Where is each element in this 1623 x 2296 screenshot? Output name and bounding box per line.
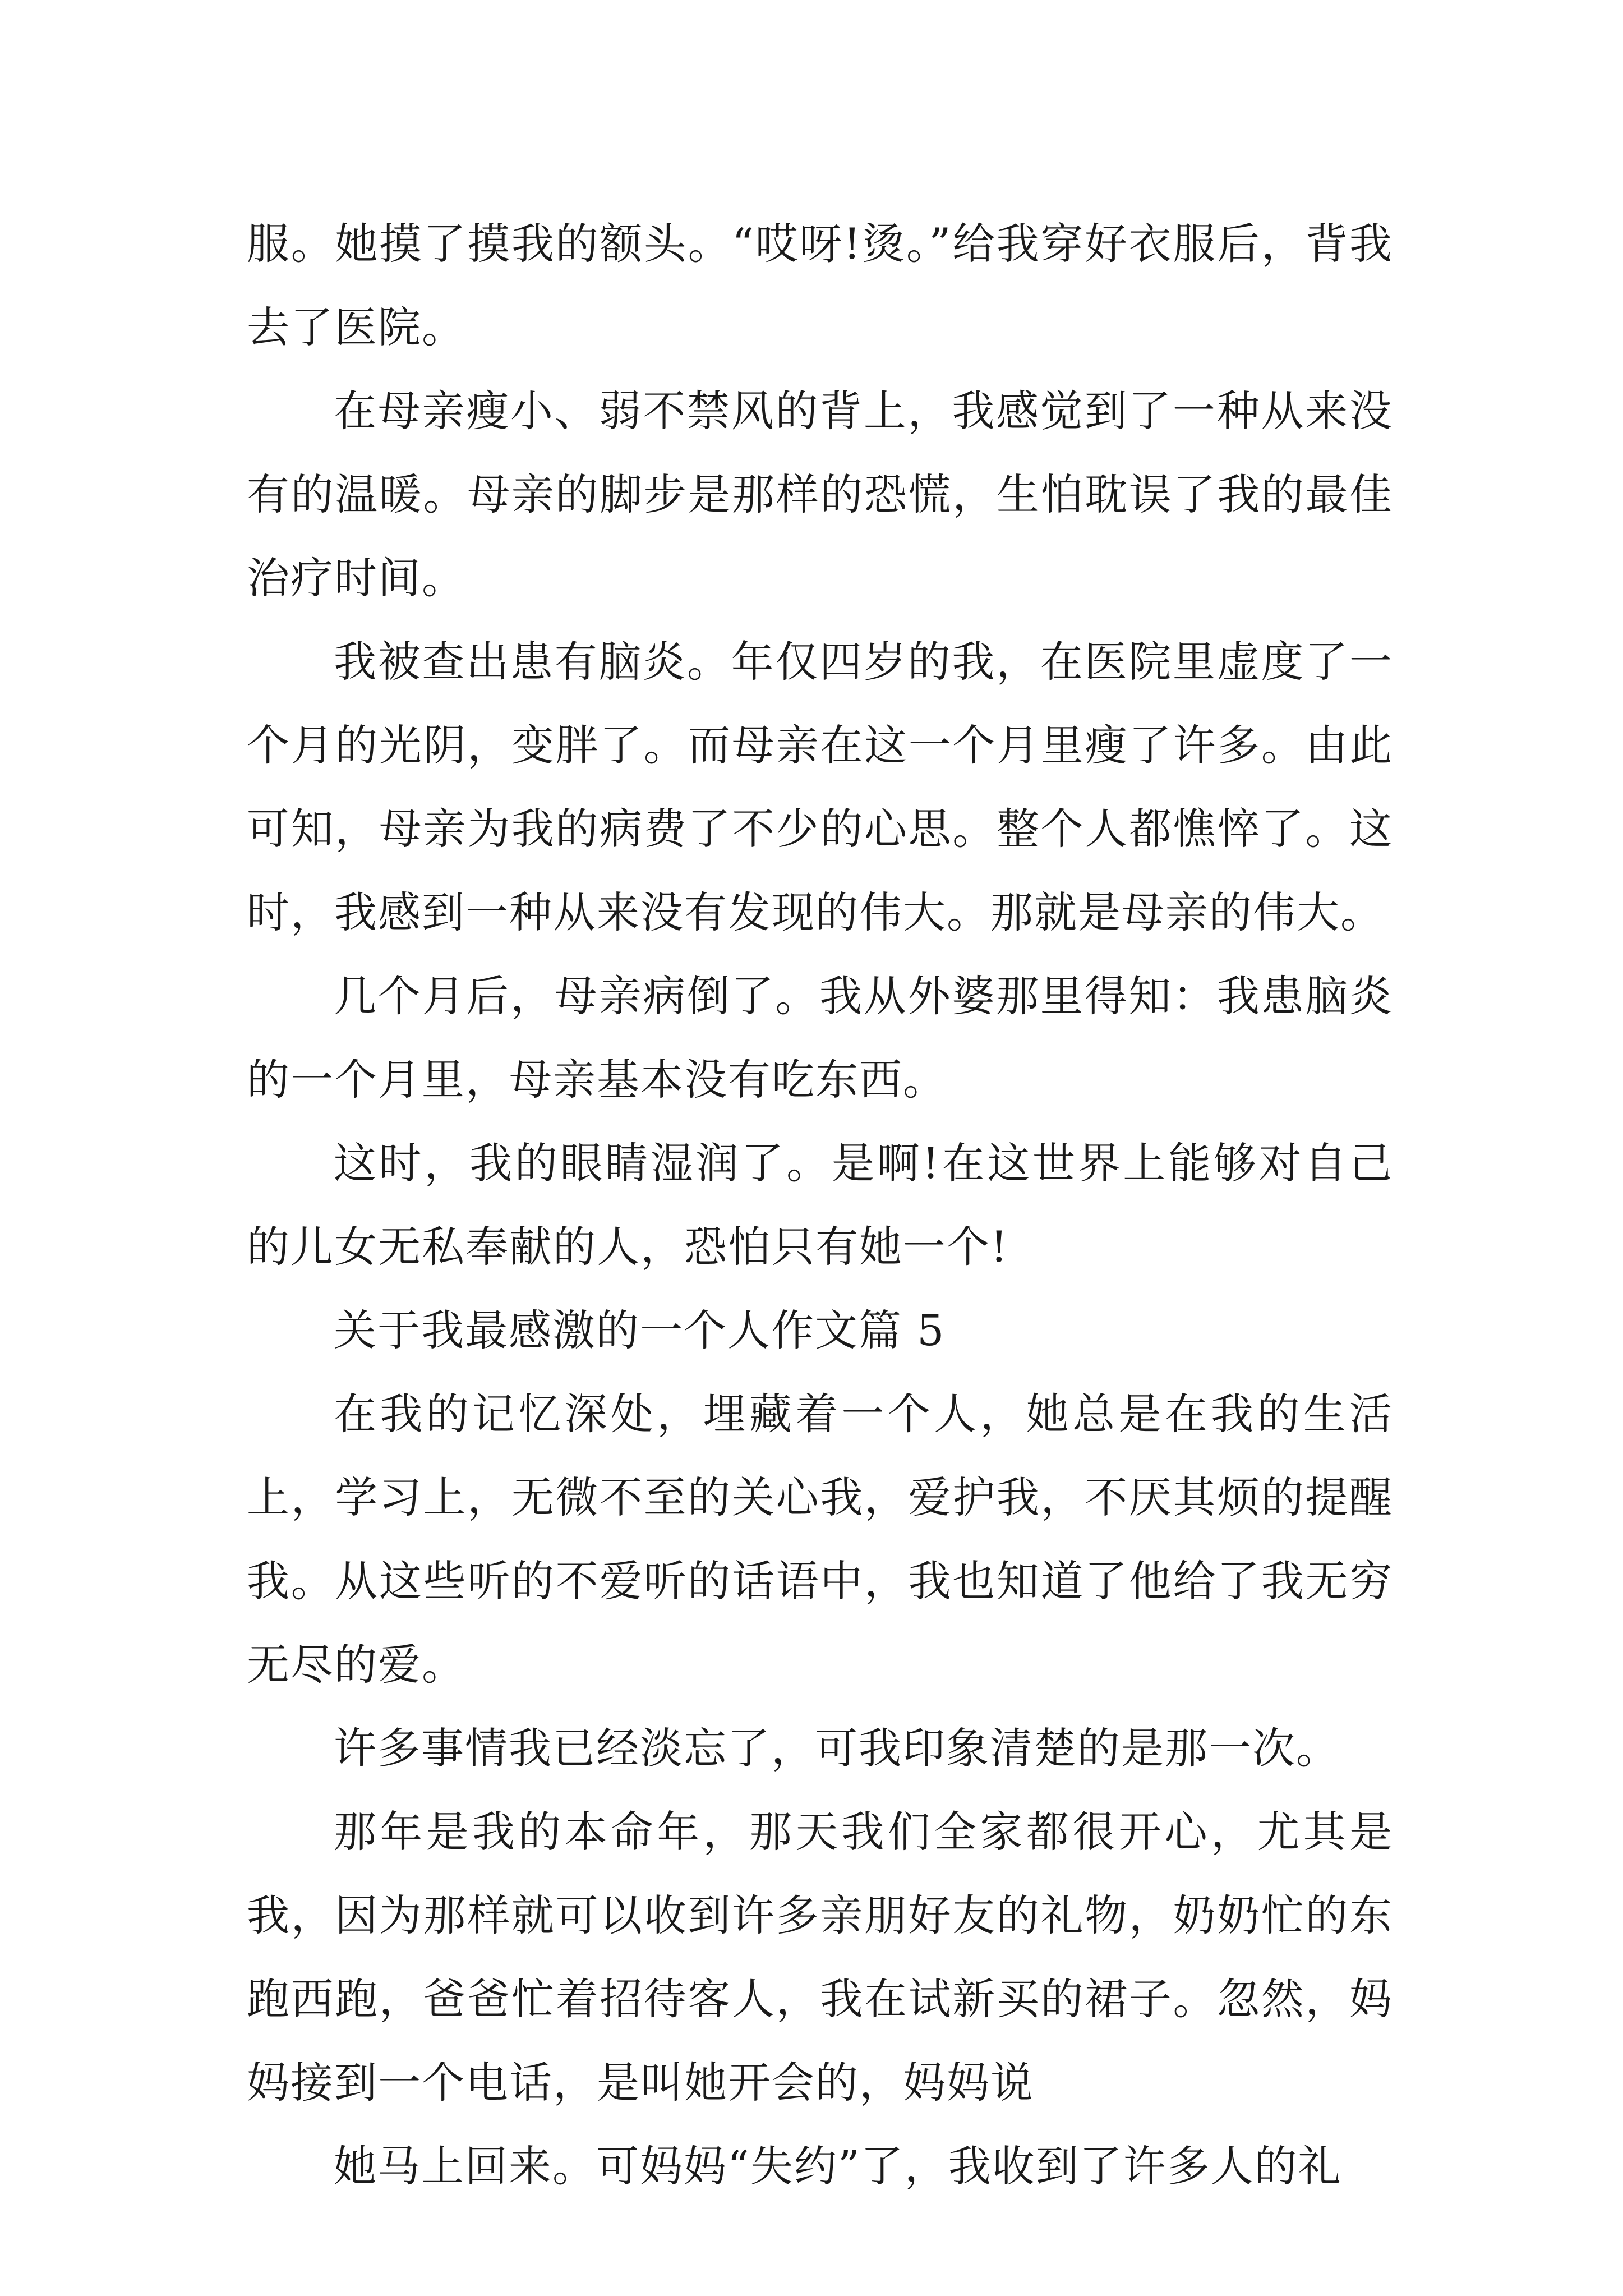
- document-body: [247, 202, 1393, 2208]
- paragraph: 在母亲瘦小、弱不禁风的背上，我感觉到了一种从来没有的温暖。母亲的脚步是那样的恐慌，生怕耽误了我的最佳治疗时间。: [247, 386, 1393, 603]
- paragraph: 她马上回来。可妈妈“失约”了，我收到了许多人的礼: [334, 2141, 1342, 2191]
- paragraph: 许多事情我已经淡忘了，可我印象清楚的是那一次。: [334, 1723, 1340, 1773]
- paragraph: 在我的记忆深处，埋藏着一个人，她总是在我的生活上，学习上，无微不至的关心我，爱护我，不厌其烦的提醒我。从这些听的不爱听的话语中，我也知道了他给了我无穷无尽的爱。: [247, 1389, 1393, 1690]
- section-heading: 关于我最感激的一个人作文篇 5: [334, 1305, 946, 1355]
- paragraph: 这时，我的眼睛湿润了。是啊!在这世界上能够对自己的儿女无私奉献的人，恐怕只有她一个!: [247, 1138, 1393, 1272]
- paragraph-continuation: 服。她摸了摸我的额头。“哎呀!烫。”给我穿好衣服后，背我去了医院。: [247, 219, 1393, 352]
- paragraph: 几个月后，母亲病倒了。我从外婆那里得知：我患脑炎的一个月里，母亲基本没有吃东西。: [247, 971, 1393, 1105]
- paragraph: 那年是我的本命年，那天我们全家都很开心，尤其是我，因为那样就可以收到许多亲朋好友的礼物，奶奶忙的东跑西跑，爸爸忙着招待客人，我在试新买的裙子。忽然，妈妈接到一个电话，是叫她开会的，妈妈说: [247, 1807, 1393, 2108]
- paragraph: 我被查出患有脑炎。年仅四岁的我，在医院里虚度了一个月的光阴，变胖了。而母亲在这一个月里瘦了许多。由此可知，母亲为我的病费了不少的心思。整个人都憔悴了。这时，我感到一种从来没有发现的伟大。那就是母亲的伟大。: [247, 637, 1393, 937]
